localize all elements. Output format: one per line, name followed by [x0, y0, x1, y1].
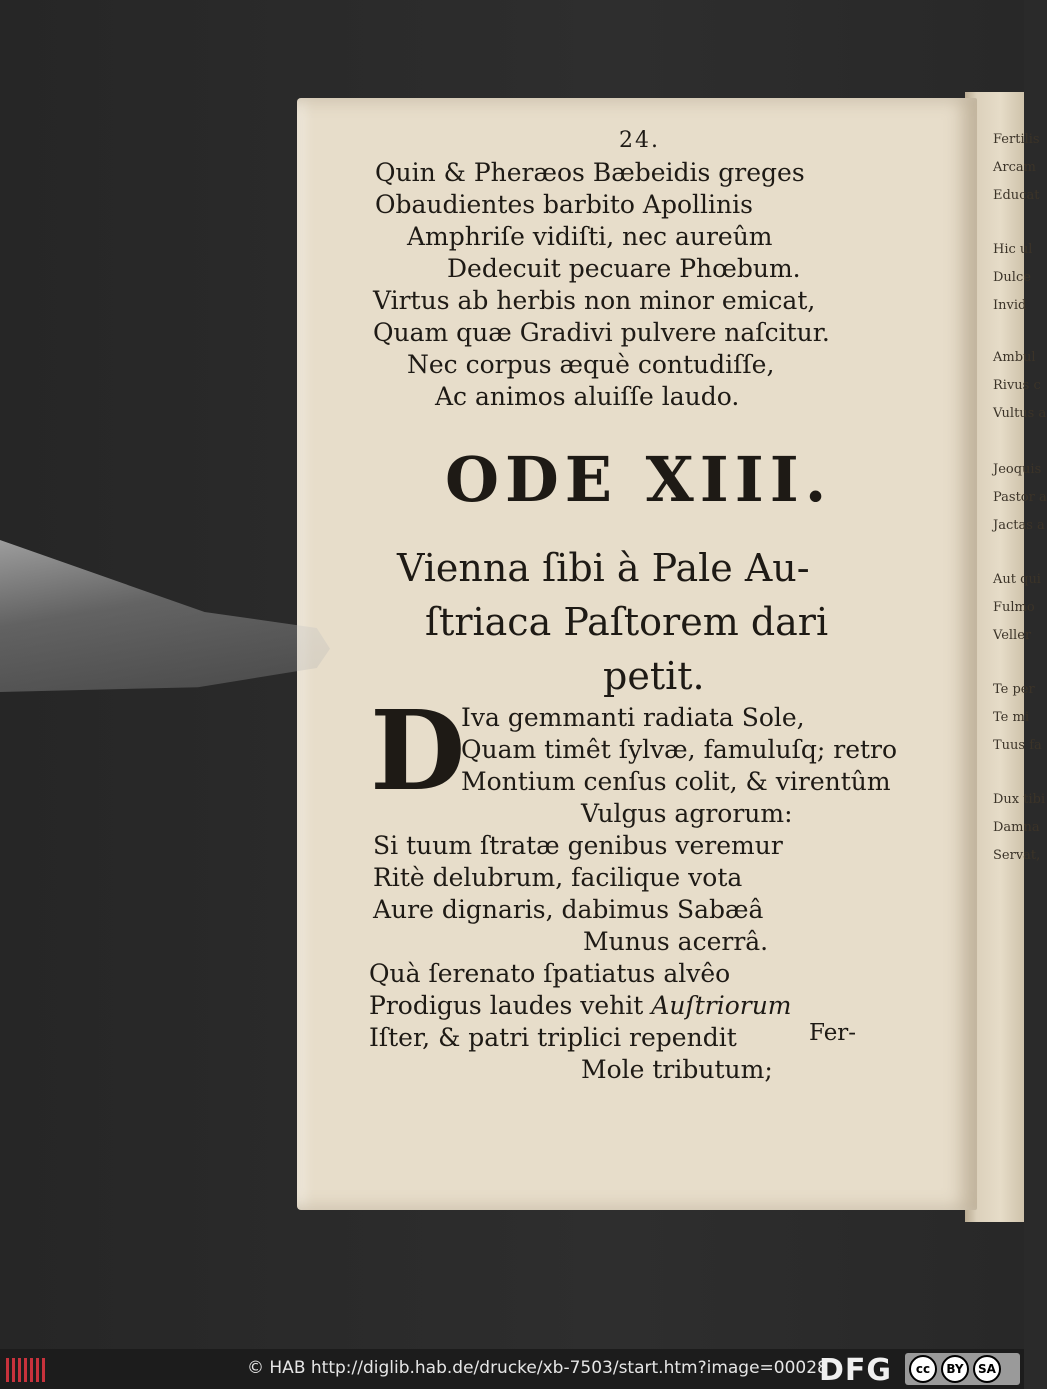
- next-page-fragment: Aut qui: [993, 572, 1041, 587]
- drop-cap: D: [370, 686, 466, 815]
- next-page-fragment: Arcam: [993, 160, 1036, 175]
- next-page-fragment: Dulce: [993, 270, 1031, 285]
- next-page-fragment: Ambul: [993, 350, 1036, 365]
- verse-line: Mole tributum;: [581, 1055, 773, 1084]
- next-page-fragment: Pastor a: [993, 490, 1047, 505]
- verse-line: Quà ſerenato ſpatiatus alvêo: [369, 959, 731, 988]
- dfg-logo: DFG: [819, 1353, 893, 1388]
- verse-line: Ritè delubrum, facilique vota: [373, 863, 743, 892]
- verse-line: Munus acerrâ.: [583, 927, 769, 956]
- footer-bar: [0, 1349, 1024, 1389]
- ode-title: ODE XIII.: [445, 443, 833, 516]
- verse-line: Dedecuit pecuare Phœbum.: [447, 254, 801, 283]
- next-page-fragment: Te per: [993, 682, 1035, 697]
- verse-line: Si tuum ſtratæ genibus veremur: [373, 831, 783, 860]
- verse-line: Quam timêt ſylvæ, famuluſq; retro: [461, 735, 898, 764]
- next-page-fragment: Fertilis: [993, 132, 1040, 147]
- next-page-fragment: Fulmo: [993, 600, 1035, 615]
- sa-icon: SA: [973, 1355, 1001, 1383]
- next-page-fragment: Te mi: [993, 710, 1029, 725]
- verse-line: Prodigus laudes vehit Auſtriorum: [369, 991, 792, 1020]
- catchword: Fer-: [809, 1020, 857, 1046]
- next-page-fragment: Rivus c: [993, 378, 1041, 393]
- next-page-fragment: Jeoquis: [993, 462, 1042, 477]
- verse-line: Obaudientes barbito Apollinis: [375, 190, 753, 219]
- verse-line: Amphriſe vidiſti, nec aureûm: [407, 222, 773, 251]
- verse-line: Virtus ab herbis non minor emicat,: [373, 286, 816, 315]
- next-page-fragment: Invid: [993, 298, 1027, 313]
- by-icon: BY: [941, 1355, 969, 1383]
- next-page-fragment: Educat: [993, 188, 1040, 203]
- ode-subtitle-line: Vienna ſibi à Pale Au-: [397, 546, 810, 590]
- verse-line: Quin & Pheræos Bæbeidis greges: [375, 158, 805, 187]
- next-page-fragment: Tuus fa: [993, 738, 1042, 753]
- hab-logo-icon: [6, 1358, 48, 1382]
- next-page-fragment: Damna: [993, 820, 1040, 835]
- cc-license-badge[interactable]: [905, 1353, 1020, 1385]
- ode-subtitle-line: ſtriaca Paſtorem dari: [425, 600, 829, 644]
- verse-line: Montium cenſus colit, & virentûm: [461, 767, 891, 796]
- cc-icon: cc: [909, 1355, 937, 1383]
- verse-line: Iva gemmanti radiata Sole,: [461, 703, 805, 732]
- verse-line: Ac animos aluiſſe laudo.: [435, 382, 740, 411]
- next-page-fragment: Jactas a: [993, 518, 1045, 533]
- next-page-fragment: Servat,: [993, 848, 1041, 863]
- next-page-fragment: Dux tibi: [993, 792, 1046, 807]
- book-page: [297, 98, 977, 1210]
- verse-line: Iſter, & patri triplici rependit: [369, 1023, 737, 1052]
- verse-line: Aure dignaris, dabimus Sabæâ: [373, 895, 764, 924]
- next-page-fragment: Hic ul: [993, 242, 1033, 257]
- ode-subtitle-line: petit.: [603, 654, 705, 698]
- next-page-fragment: Vultus a: [993, 406, 1047, 421]
- credit-link[interactable]: © HAB http://diglib.hab.de/drucke/xb-7503/start.htm?image=00028: [247, 1358, 828, 1378]
- verse-line: Quam quæ Gradivi pulvere naſcitur.: [373, 318, 830, 347]
- page-number: 24.: [619, 128, 660, 153]
- verse-line: Vulgus agrorum:: [581, 799, 793, 828]
- next-page-fragment: Veller: [993, 628, 1032, 643]
- verse-line: Nec corpus æquè contudiſſe,: [407, 350, 775, 379]
